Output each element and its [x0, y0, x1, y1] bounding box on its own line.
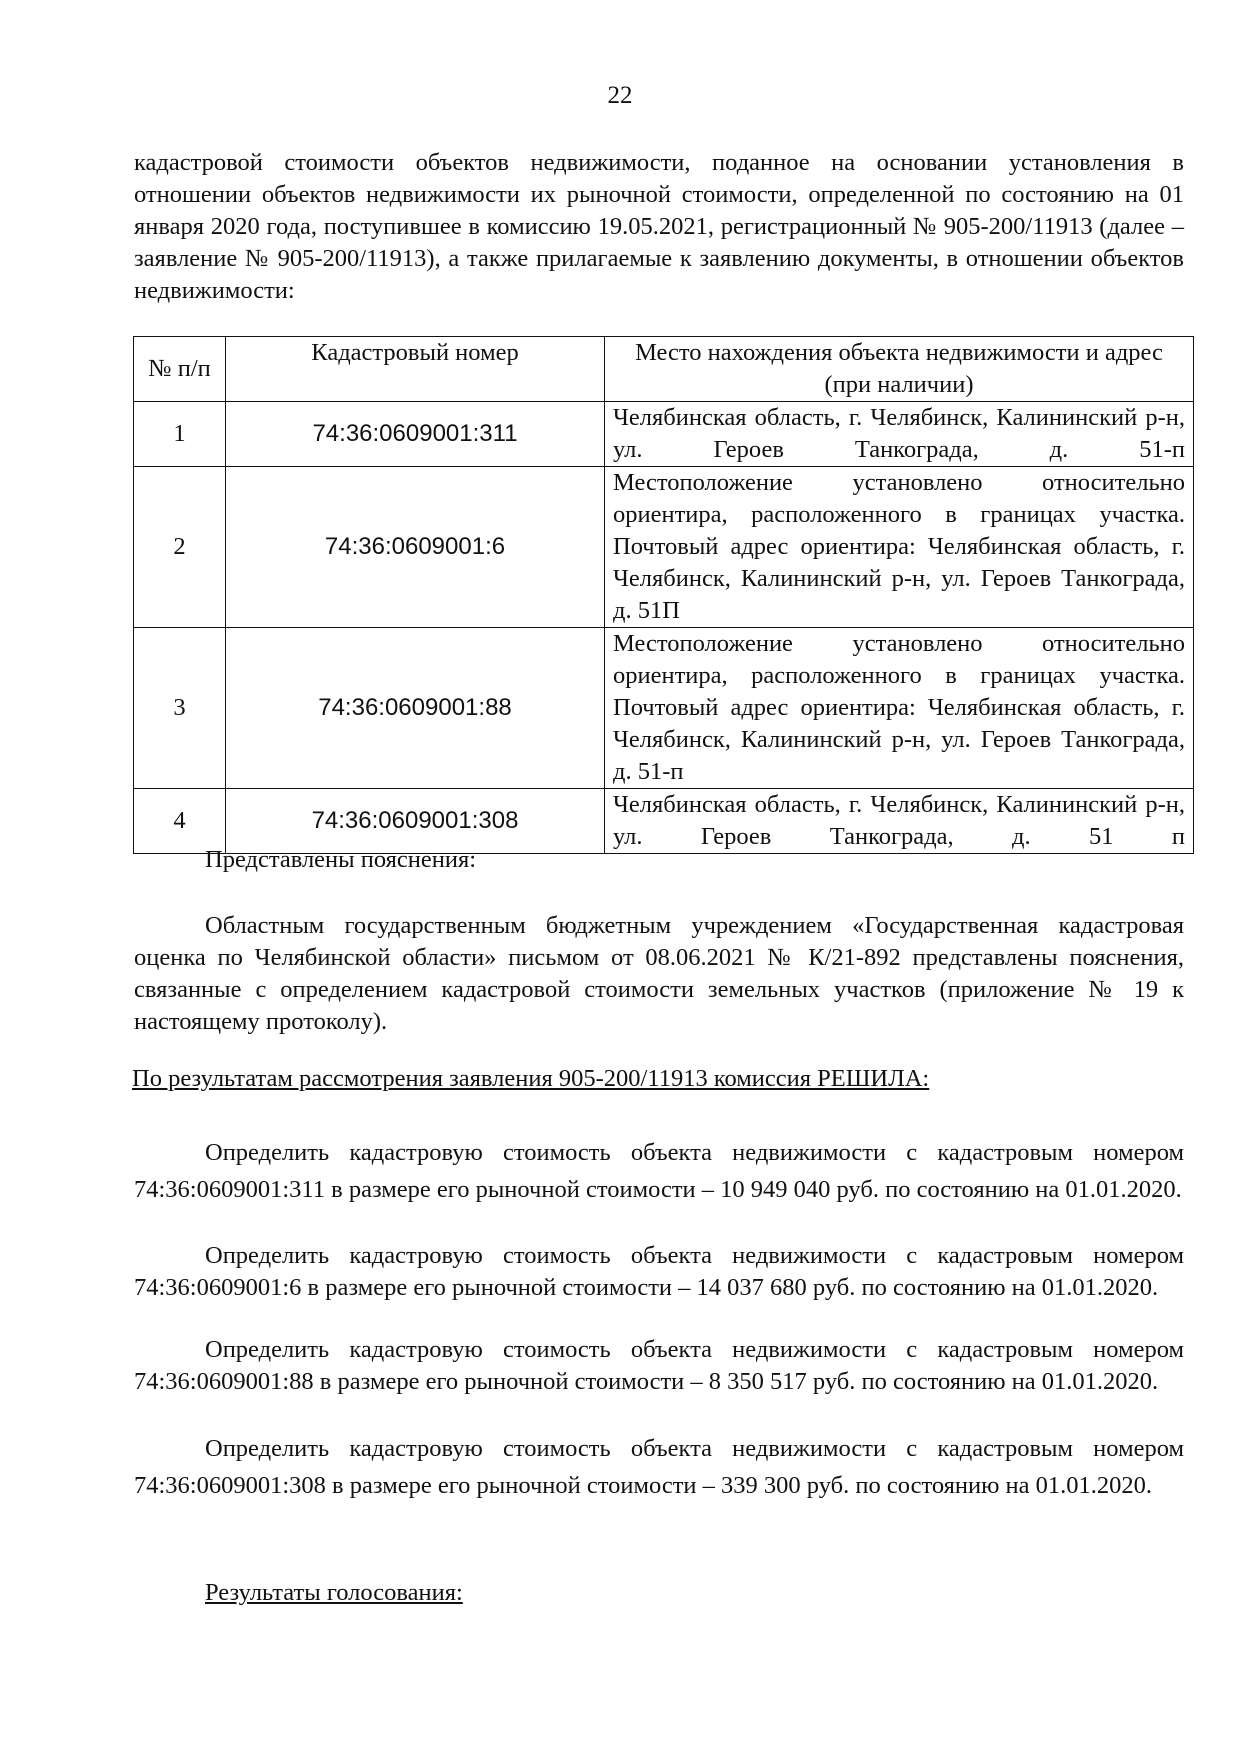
decision-paragraph: Определить кадастровую стоимость объекта недвижимости с кадастровым номером 74:36:0609001:6 в размере его рыночной стоимости – 14 037 680 руб. по состоянию на 01.01.2020.	[134, 1242, 1184, 1301]
row-num: 4	[134, 789, 226, 854]
explanations-label: Представлены пояснения:	[205, 846, 477, 873]
decision-paragraph: Определить кадастровую стоимость объекта недвижимости с кадастровым номером 74:36:0609001:88 в размере его рыночной стоимости – 8 350 517 руб. по состоянию на 01.01.2020.	[134, 1336, 1184, 1395]
voting-heading: Результаты голосования:	[205, 1579, 463, 1606]
header-address: Место нахождения объекта недвижимости и адрес (при наличии)	[605, 337, 1194, 402]
property-table	[133, 336, 1194, 854]
row-num: 3	[134, 628, 226, 789]
row-address: Местоположение установлено относительно ориентира, расположенного в границах участка. Почтовый адрес ориентира: Челябинская область, г. Челябинск, Калининский р-н, ул. Героев Танкограда, д. 51П	[605, 467, 1194, 628]
row-address: Челябинская область, г. Челябинск, Калининский р-н, ул. Героев Танкограда, д. 51 п	[605, 789, 1194, 854]
row-num: 2	[134, 467, 226, 628]
header-num: № п/п	[134, 337, 226, 402]
page-number: 22	[607, 82, 633, 109]
row-cadastral: 74:36:0609001:88	[226, 628, 605, 789]
decision-heading: По результатам рассмотрения заявления 905-200/11913 комиссия РЕШИЛА:	[132, 1065, 930, 1092]
table-row	[134, 402, 1194, 467]
row-num: 1	[134, 402, 226, 467]
row-address: Местоположение установлено относительно ориентира, расположенного в границах участка. Почтовый адрес ориентира: Челябинская область, г. Челябинск, Калининский р-н, ул. Героев Танкограда, д. 51-п	[605, 628, 1194, 789]
row-address: Челябинская область, г. Челябинск, Калининский р-н, ул. Героев Танкограда, д. 51-п	[605, 402, 1194, 467]
table-header-row	[134, 337, 1194, 402]
explanation-paragraph: Областным государственным бюджетным учреждением «Государственная кадастровая оценка по Челябинской области» письмом от 08.06.2021 № К/21-892 представлены пояснения, связанные с определением кадастровой стоимости земельных участков (приложение № 19 к настоящему протоколу).	[134, 912, 1184, 1035]
row-cadastral: 74:36:0609001:6	[226, 467, 605, 628]
decision-paragraph: Определить кадастровую стоимость объекта недвижимости с кадастровым номером 74:36:0609001:308 в размере его рыночной стоимости – 339 300 руб. по состоянию на 01.01.2020.	[134, 1435, 1184, 1499]
decision-paragraph: Определить кадастровую стоимость объекта недвижимости с кадастровым номером 74:36:0609001:311 в размере его рыночной стоимости – 10 949 040 руб. по состоянию на 01.01.2020.	[134, 1139, 1184, 1203]
table-row	[134, 628, 1194, 789]
row-cadastral: 74:36:0609001:308	[226, 789, 605, 854]
intro-paragraph: кадастровой стоимости объектов недвижимости, поданное на основании установления в отношении объектов недвижимости их рыночной стоимости, определенной по состоянию на 01 января 2020 года, поступившее в комиссию 19.05.2021, регистрационный № 905-200/11913 (далее – заявление № 905-200/11913), а также прилагаемые к заявлению документы, в отношении объектов недвижимости:	[134, 149, 1184, 304]
header-cadastral: Кадастровый номер	[226, 337, 605, 402]
table-row	[134, 467, 1194, 628]
row-cadastral: 74:36:0609001:311	[226, 402, 605, 467]
